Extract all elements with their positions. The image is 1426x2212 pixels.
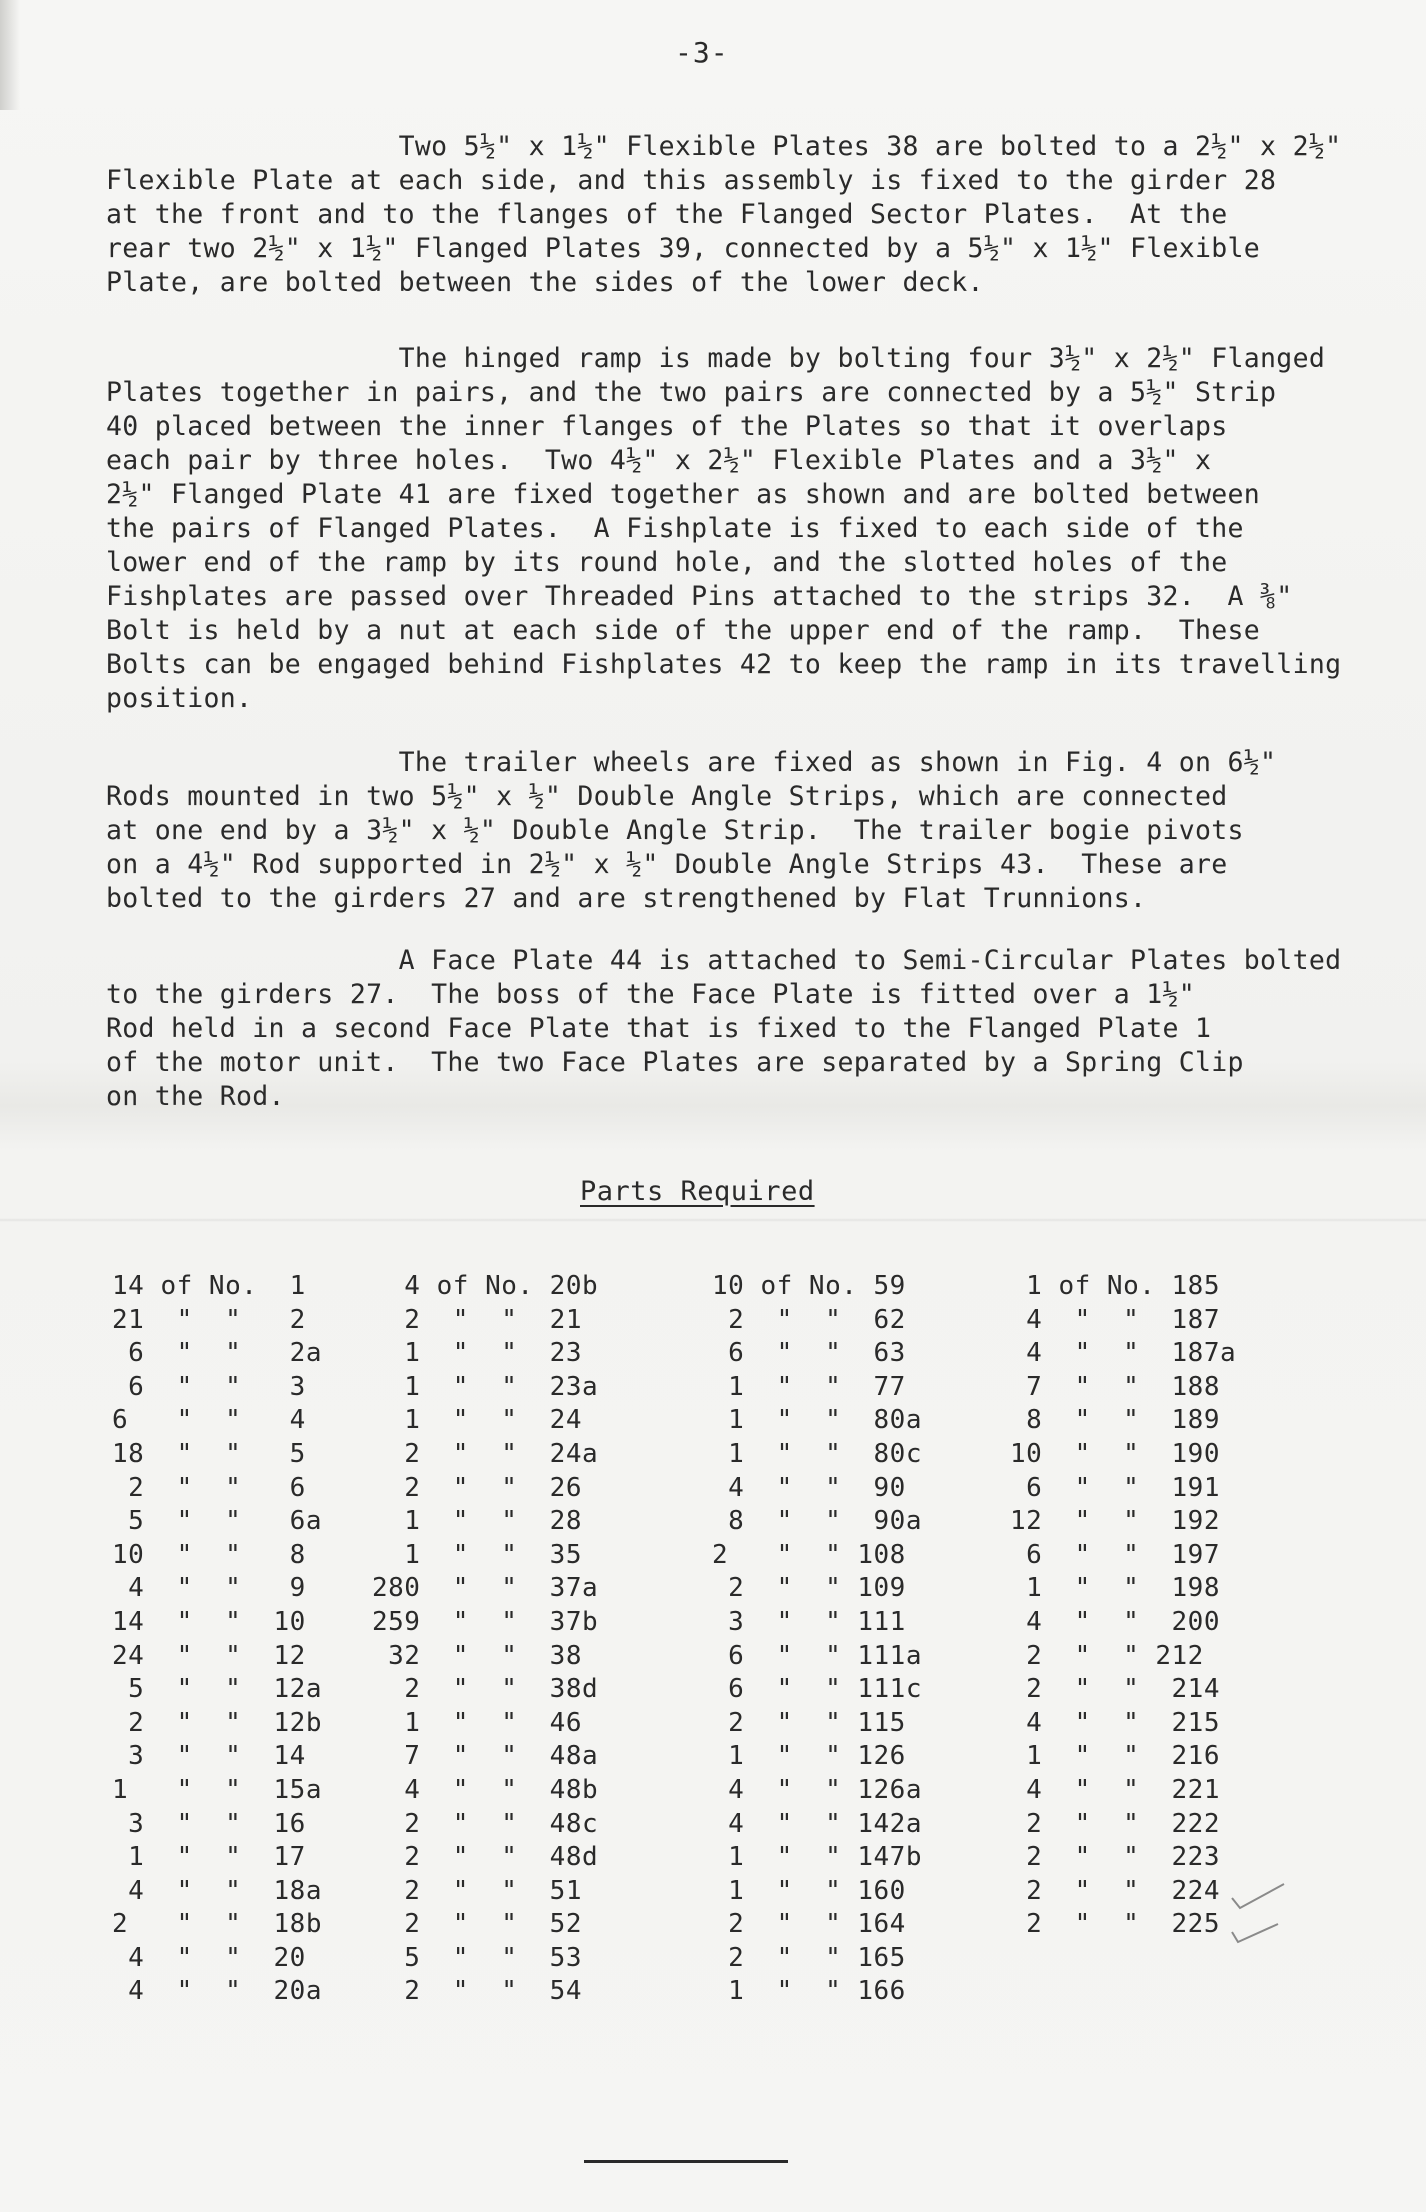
pencil-tick-mark-icon: [1228, 1912, 1288, 1952]
paragraph-flexible-plates: Two 5½" x 1½" Flexible Plates 38 are bolted to a 2½" x 2½" Flexible Plate at each side, and this assembly is fixed to the girder 28 at the front and to the flanges of the Flanged Sector Plates. At the rear two 2½" x 1½" Flanged Plates 39, connected by a 5½" x 1½" Flexible Plate, are bolted between the sides of the lower deck.: [106, 131, 1342, 298]
page-fold-line: [0, 1218, 1426, 1222]
parts-required-heading: Parts Required: [580, 1176, 815, 1207]
paragraph-trailer-wheels: The trailer wheels are fixed as shown in Fig. 4 on 6½" Rods mounted in two 5½" x ½" Double Angle Strips, which are connected at one end by a 3½" x ½" Double Angle Strip. The trailer bogie pivots on a 4½" Rod supported in 2½" x ½" Double Angle Strips 43. These are bolted to the girders 27 and are strengthened by Flat Trunnions.: [106, 747, 1277, 914]
parts-list-column-2: 4 of No. 20b 2 " " 21 1 " " 23 1 " " 23a 1 " " 24 2 " " 24a 2 " " 26 1 " " 28 1 " " 35 280 " " 37a 259 " " 37b 32 " " 38 2 " " 38d 1 " " 46 7 " " 48a 4 " " 48b 2 " " 48c 2 " " 48d 2 " " 51 2 " " 52 5 " " 53 2 " " 54: [372, 1271, 599, 2007]
paragraph-hinged-ramp: The hinged ramp is made by bolting four 3½" x 2½" Flanged Plates together in pairs, and the two pairs are connected by a 5½" Strip 40 placed between the inner flanges of the Plates so that it overlaps each pair by three holes. Two 4½" x 2½" Flexible Plates and a 3½" x 2½" Flanged Plate 41 are fixed together as shown and are bolted between the pairs of Flanged Plates. A Fishplate is fixed to each side of the lower end of the ramp by its round hole, and the slotted holes of the Fishplates are passed over Threaded Pins attached to the strips 32. A ⅜" Bolt is held by a nut at each side of the upper end of the ramp. These Bolts can be engaged behind Fishplates 42 to keep the ramp in its travelling position.: [106, 343, 1342, 714]
bottom-rule: [584, 2160, 788, 2163]
page-corner-shadow: [0, 0, 20, 110]
parts-list-column-4: 1 of No. 185 4 " " 187 4 " " 187a 7 " " 188 8 " " 189 10 " " 190 6 " " 191 12 " " 192 6 " " 197 1 " " 198 4 " " 200 2 " " 212 2 " " 214 4 " " 215 1 " " 216 4 " " 221 2 " " 222 2 " " 223 2 " " 224 2 " " 225: [1010, 1271, 1237, 1940]
parts-list-column-1: 14 of No. 1 21 " " 2 6 " " 2a 6 " " 3 6 " " 4 18 " " 5 2 " " 6 5 " " 6a 10 " " 8 4 " " 9 14 " " 10 24 " " 12 5 " " 12a 2 " " 12b 3 " " 14 1 " " 15a 3 " " 16 1 " " 17 4 " " 18a 2 " " 18b 4 " " 20 4 " " 20a: [112, 1271, 322, 2007]
paragraph-face-plate: A Face Plate 44 is attached to Semi-Circular Plates bolted to the girders 27. The boss of the Face Plate is fitted over a 1½" Rod held in a second Face Plate that is fixed to the Flanged Plate 1 of the motor unit. The two Face Plates are separated by a Spring Clip on the Rod.: [106, 945, 1342, 1112]
page-number: -3-: [675, 36, 729, 69]
parts-list-column-3: 10 of No. 59 2 " " 62 6 " " 63 1 " " 77 1 " " 80a 1 " " 80c 4 " " 90 8 " " 90a 2 " " 108 2 " " 109 3 " " 111 6 " " 111a 6 " " 111c 2 " " 115 1 " " 126 4 " " 126a 4 " " 142a 1 " " 147b 1 " " 160 2 " " 164 2 " " 165 1 " " 166: [712, 1271, 922, 2007]
